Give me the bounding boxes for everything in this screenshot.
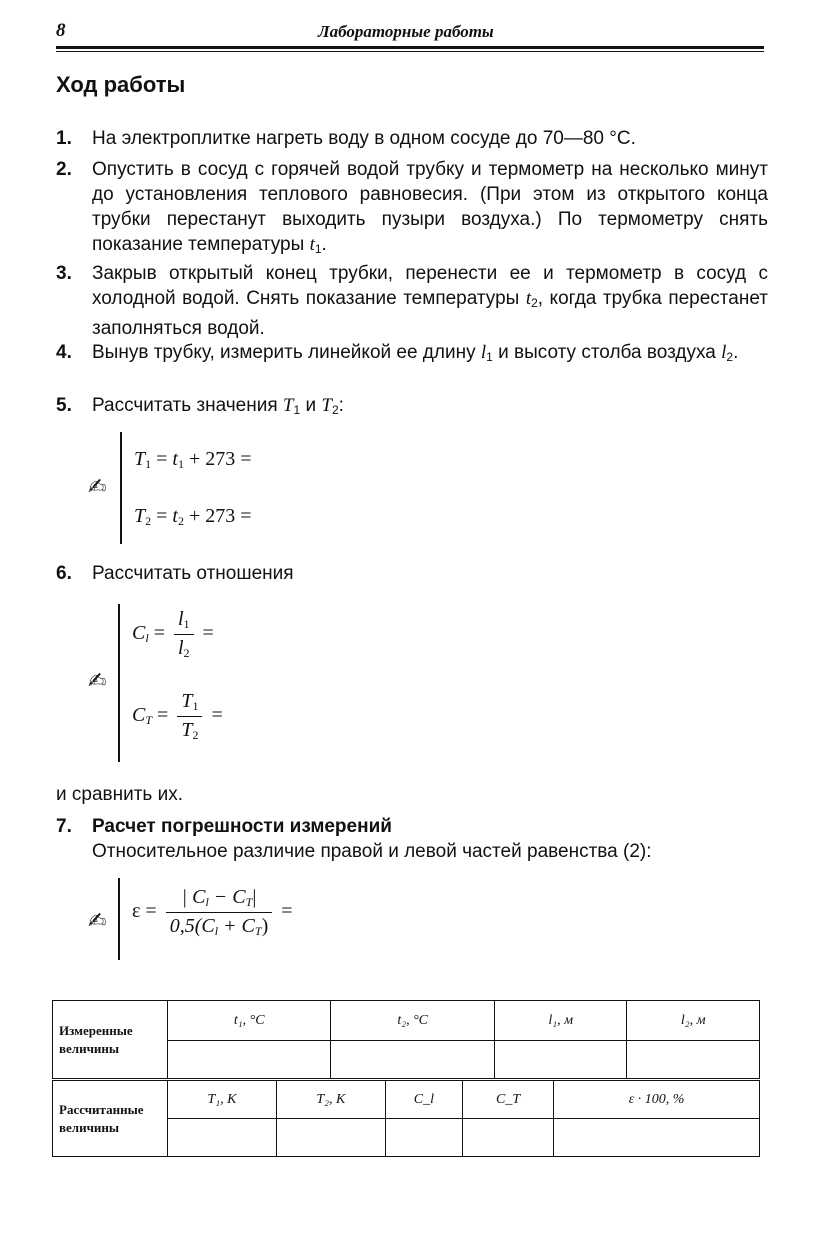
measured-header: l₁, м bbox=[494, 1001, 627, 1041]
step-text: На электроплитке нагреть воду в одном сосуде до 70—80 °С. bbox=[92, 128, 636, 149]
step-2 bbox=[56, 157, 768, 262]
step-number: 2. bbox=[56, 159, 72, 180]
writing-hand-icon: ✍ bbox=[88, 908, 107, 933]
step-number: 4. bbox=[56, 342, 72, 363]
step-3 bbox=[56, 261, 768, 341]
computed-value-cell[interactable] bbox=[276, 1119, 385, 1157]
measured-table bbox=[52, 1000, 760, 1079]
page-number: 8 bbox=[56, 20, 66, 41]
computed-header: C_l bbox=[385, 1081, 462, 1119]
formula-bracket bbox=[120, 432, 122, 544]
computed-table bbox=[52, 1080, 760, 1157]
measured-value-cell[interactable] bbox=[627, 1041, 760, 1079]
step-number: 1. bbox=[56, 128, 72, 149]
step-number: 5. bbox=[56, 395, 72, 416]
computed-header: T₁, K bbox=[168, 1081, 277, 1119]
measured-header: t₁, °C bbox=[168, 1001, 331, 1041]
measured-value-cell[interactable] bbox=[331, 1041, 494, 1079]
formula-Cl: $C_l$ = $\frac{l_1}{l_2}$ = bbox=[132, 608, 214, 660]
step-6 bbox=[56, 561, 768, 586]
step-text: Опустить в сосуд с горячей водой трубку и термометр на несколько минут до установления теплового равновесия. (При этом из открытого конца трубки перестанут выходить пузыри воздуха.) По термометру снять показание температуры $t_1$. bbox=[92, 159, 768, 256]
step-number: 3. bbox=[56, 263, 72, 284]
measured-label: Измеренные величины bbox=[53, 1001, 168, 1079]
formula-bracket bbox=[118, 878, 120, 960]
step-7 bbox=[56, 814, 768, 864]
header-rule-thin bbox=[56, 51, 764, 52]
computed-value-cell[interactable] bbox=[462, 1119, 553, 1157]
step-text: Закрыв открытый конец трубки, перенести ее и термометр в сосуд с холодной водой. Снять показание температуры $t_2$, когда трубка перестанет заполняться водой. bbox=[92, 263, 768, 339]
measured-header: t₂, °C bbox=[331, 1001, 494, 1041]
step-text: Относительное различие правой и левой частей равенства (2): bbox=[92, 841, 652, 862]
compare-text: и сравнить их. bbox=[56, 784, 183, 805]
step-number: 6. bbox=[56, 563, 72, 584]
section-title: Ход работы bbox=[56, 72, 186, 97]
step-number: 7. bbox=[56, 816, 72, 837]
computed-value-cell[interactable] bbox=[554, 1119, 760, 1157]
measured-header: l₂, м bbox=[627, 1001, 760, 1041]
computed-header: C_T bbox=[462, 1081, 553, 1119]
step-1 bbox=[56, 126, 768, 151]
computed-header: T₂, K bbox=[276, 1081, 385, 1119]
step-text: Вынув трубку, измерить линейкой ее длину $l_1$ и высоту столба воздуха $l_2$. bbox=[92, 342, 739, 364]
step-title: Расчет погрешности измерений bbox=[92, 816, 392, 837]
measured-value-cell[interactable] bbox=[168, 1041, 331, 1079]
step-5 bbox=[56, 393, 768, 423]
measured-value-cell[interactable] bbox=[494, 1041, 627, 1079]
formula-epsilon: ε = $\frac{| C_l - C_T|}{0,5(C_l + C_T)}$ = bbox=[132, 886, 293, 938]
writing-hand-icon: ✍ bbox=[88, 668, 107, 693]
formula-bracket bbox=[118, 604, 120, 762]
header-rule-thick bbox=[56, 46, 764, 49]
computed-label: Рассчитанные величины bbox=[53, 1081, 168, 1157]
running-title: Лабораторные работы bbox=[318, 22, 494, 41]
formula-T1: $T_1 = t_1 + 273$ = bbox=[134, 448, 252, 471]
step-4 bbox=[56, 340, 768, 370]
step-text: Рассчитать отношения bbox=[92, 563, 294, 584]
step-text: Рассчитать значения $T_1$ и $T_2$: bbox=[92, 395, 344, 417]
formula-CT: $C_T$ = $\frac{T_1}{T_2}$ = bbox=[132, 690, 223, 742]
writing-hand-icon: ✍ bbox=[88, 474, 107, 499]
computed-header: ε · 100, % bbox=[554, 1081, 760, 1119]
formula-T2: $T_2 = t_2 + 273$ = bbox=[134, 505, 252, 528]
computed-value-cell[interactable] bbox=[385, 1119, 462, 1157]
computed-value-cell[interactable] bbox=[168, 1119, 277, 1157]
